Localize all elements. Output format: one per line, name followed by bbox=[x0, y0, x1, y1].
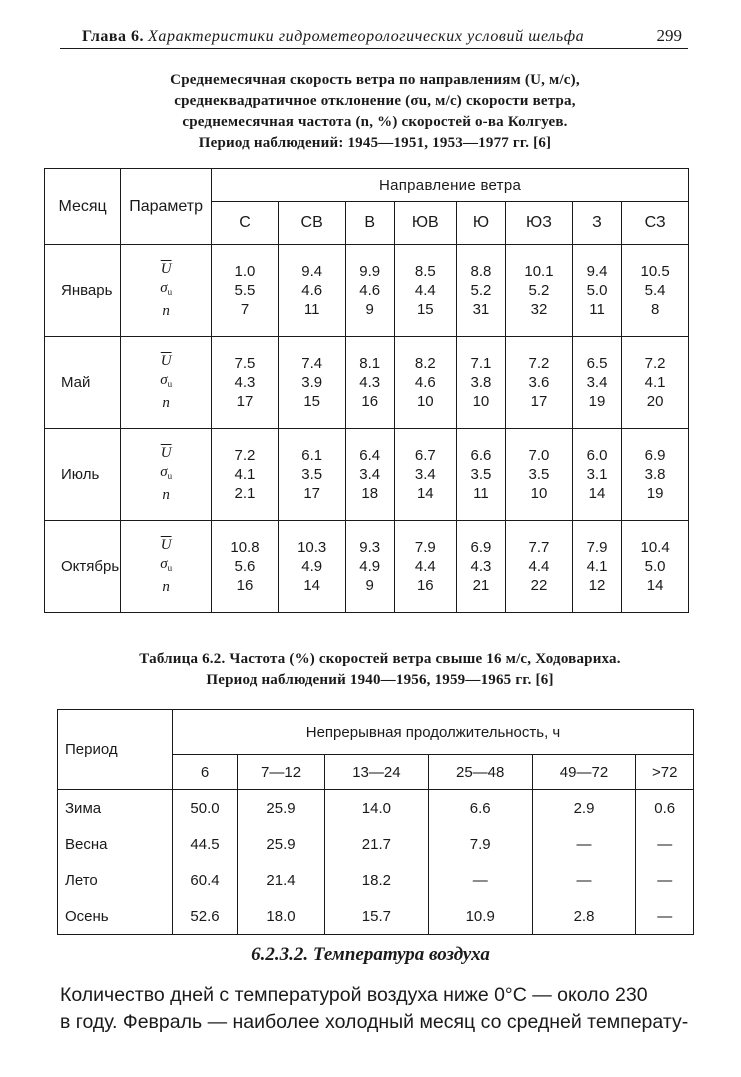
month-cell: Июль bbox=[45, 429, 121, 521]
param-cell bbox=[121, 337, 212, 429]
value-cell bbox=[278, 429, 345, 521]
value-cell: 52.6 bbox=[173, 898, 238, 935]
wind-speed-table bbox=[44, 168, 689, 613]
value-sigma: 4.4 bbox=[414, 558, 436, 575]
chapter-title: Характеристики гидрометеорологических условий шельфа bbox=[148, 28, 585, 45]
table-row bbox=[45, 521, 689, 613]
value-cell: — bbox=[636, 862, 694, 898]
value-n: 17 bbox=[530, 393, 548, 410]
param-n: n bbox=[162, 303, 170, 319]
value-sigma: 3.4 bbox=[586, 374, 608, 391]
param-u: $\overline{U}$ bbox=[160, 537, 172, 553]
value-sigma: 4.6 bbox=[414, 374, 436, 391]
value-n: 22 bbox=[530, 577, 548, 594]
duration-group-header: Непрерывная продолжительность, ч bbox=[173, 710, 694, 755]
value-u: 7.9 bbox=[586, 539, 608, 556]
param-sigma-symbol: σ bbox=[160, 556, 168, 572]
direction-header: СЗ bbox=[622, 202, 689, 245]
value-sigma: 3.9 bbox=[301, 374, 323, 391]
value-n: 20 bbox=[646, 393, 664, 410]
direction-header: ЮЗ bbox=[506, 202, 573, 245]
value-cell bbox=[622, 521, 689, 613]
value-cell bbox=[345, 245, 394, 337]
duration-header: 7—12 bbox=[238, 755, 325, 790]
value-n: 17 bbox=[303, 485, 321, 502]
col-month-header: Месяц bbox=[45, 169, 121, 245]
duration-header: 49—72 bbox=[532, 755, 636, 790]
page-number: 299 bbox=[656, 26, 682, 45]
value-n: 14 bbox=[416, 485, 434, 502]
value-u: 10.4 bbox=[640, 539, 670, 556]
value-u: 6.9 bbox=[470, 539, 492, 556]
value-u: 7.7 bbox=[528, 539, 550, 556]
value-u: 6.7 bbox=[414, 447, 436, 464]
value-u: 9.4 bbox=[586, 263, 608, 280]
value-n: 9 bbox=[365, 301, 374, 318]
value-n: 7 bbox=[240, 301, 250, 318]
duration-header: >72 bbox=[636, 755, 694, 790]
period-cell: Лето bbox=[58, 862, 173, 898]
value-cell: 18.0 bbox=[238, 898, 325, 935]
value-u: 7.0 bbox=[528, 447, 550, 464]
body-paragraph bbox=[60, 982, 700, 1036]
param-sigma-symbol: σ bbox=[160, 280, 168, 296]
value-sigma: 4.6 bbox=[301, 282, 323, 299]
value-cell: 44.5 bbox=[173, 826, 238, 862]
table1-caption-line: среднемесячная частота (n, %) скоростей о-ва Колгуев. bbox=[182, 114, 568, 130]
period-cell: Зима bbox=[58, 790, 173, 827]
value-cell bbox=[622, 429, 689, 521]
value-sigma: 5.4 bbox=[644, 282, 666, 299]
value-sigma: 5.2 bbox=[470, 282, 492, 299]
value-sigma: 3.6 bbox=[528, 374, 550, 391]
value-sigma: 3.5 bbox=[470, 466, 492, 483]
value-n: 17 bbox=[236, 393, 254, 410]
table-row bbox=[58, 898, 694, 935]
value-n: 15 bbox=[416, 301, 434, 318]
wind-direction-header: Направление ветра bbox=[212, 169, 689, 202]
value-cell: 7.9 bbox=[428, 826, 532, 862]
value-u: 9.4 bbox=[301, 263, 323, 280]
value-n: 9 bbox=[365, 577, 374, 594]
value-cell bbox=[345, 521, 394, 613]
value-cell bbox=[212, 337, 279, 429]
param-sigma bbox=[122, 371, 210, 394]
table-row bbox=[58, 826, 694, 862]
value-cell bbox=[456, 337, 505, 429]
value-cell bbox=[506, 521, 573, 613]
value-u: 1.0 bbox=[234, 263, 256, 280]
value-u: 9.9 bbox=[359, 263, 381, 280]
table2-caption bbox=[50, 649, 710, 691]
value-n: 31 bbox=[472, 301, 490, 318]
value-sigma: 4.4 bbox=[528, 558, 550, 575]
value-cell bbox=[622, 337, 689, 429]
direction-header: Ю bbox=[456, 202, 505, 245]
table-row bbox=[45, 337, 689, 429]
direction-header: З bbox=[572, 202, 621, 245]
value-cell bbox=[572, 337, 621, 429]
value-sigma: 3.5 bbox=[301, 466, 323, 483]
period-cell: Осень bbox=[58, 898, 173, 935]
value-sigma: 4.9 bbox=[359, 558, 381, 575]
param-sigma-symbol: σ bbox=[160, 464, 168, 480]
wind-frequency-table bbox=[57, 709, 694, 935]
value-n: 10 bbox=[530, 485, 548, 502]
period-cell: Весна bbox=[58, 826, 173, 862]
value-u: 6.0 bbox=[586, 447, 608, 464]
value-cell: 2.8 bbox=[532, 898, 636, 935]
value-n: 2.1 bbox=[234, 485, 256, 502]
value-sigma: 4.6 bbox=[359, 282, 381, 299]
value-u: 10.1 bbox=[524, 263, 554, 280]
param-n: n bbox=[162, 579, 170, 595]
value-sigma: 4.3 bbox=[234, 374, 256, 391]
value-n: 15 bbox=[303, 393, 321, 410]
value-u: 10.8 bbox=[230, 539, 260, 556]
value-cell: 21.7 bbox=[325, 826, 429, 862]
table-row bbox=[45, 429, 689, 521]
value-n: 14 bbox=[646, 577, 664, 594]
value-cell: — bbox=[532, 862, 636, 898]
value-sigma: 5.0 bbox=[586, 282, 608, 299]
table2-caption-line: Период наблюдений 1940—1956, 1959—1965 гг. [6] bbox=[206, 672, 554, 688]
value-cell bbox=[506, 429, 573, 521]
param-n: n bbox=[162, 487, 170, 503]
value-cell: — bbox=[636, 898, 694, 935]
value-cell bbox=[212, 245, 279, 337]
value-n: 21 bbox=[472, 577, 490, 594]
table-row bbox=[58, 862, 694, 898]
value-cell bbox=[212, 521, 279, 613]
month-cell: Май bbox=[45, 337, 121, 429]
value-cell: 15.7 bbox=[325, 898, 429, 935]
param-sigma bbox=[122, 279, 210, 302]
param-u: $\overline{U}$ bbox=[160, 445, 172, 461]
direction-header: В bbox=[345, 202, 394, 245]
paragraph-line: Количество дней с температурой воздуха ниже 0°С — около 230 bbox=[60, 984, 648, 1006]
value-n: 12 bbox=[588, 577, 606, 594]
value-u: 7.5 bbox=[234, 355, 256, 372]
month-cell: Октябрь bbox=[45, 521, 121, 613]
value-sigma: 3.8 bbox=[644, 466, 666, 483]
value-u: 8.1 bbox=[359, 355, 381, 372]
value-u: 8.8 bbox=[470, 263, 492, 280]
direction-header: С bbox=[212, 202, 279, 245]
param-sigma bbox=[122, 555, 210, 578]
value-cell: 6.6 bbox=[428, 790, 532, 827]
value-cell bbox=[456, 429, 505, 521]
value-n: 8 bbox=[650, 301, 660, 318]
value-u: 6.9 bbox=[644, 447, 666, 464]
value-cell: — bbox=[636, 826, 694, 862]
table2-caption-line: Таблица 6.2. Частота (%) скоростей ветра свыше 16 м/с, Ходовариха. bbox=[139, 651, 621, 667]
value-n: 14 bbox=[588, 485, 606, 502]
value-n: 14 bbox=[303, 577, 321, 594]
value-cell: 25.9 bbox=[238, 790, 325, 827]
value-cell bbox=[572, 521, 621, 613]
value-cell: 18.2 bbox=[325, 862, 429, 898]
table-row bbox=[45, 245, 689, 337]
value-u: 9.3 bbox=[359, 539, 381, 556]
value-n: 16 bbox=[416, 577, 434, 594]
col-period-header: Период bbox=[58, 710, 173, 790]
table1-caption-line: Период наблюдений: 1945—1951, 1953—1977 гг. [6] bbox=[198, 135, 552, 151]
param-sigma-symbol: σ bbox=[160, 372, 168, 388]
value-n: 16 bbox=[361, 393, 379, 410]
value-cell bbox=[394, 429, 456, 521]
value-u: 6.4 bbox=[359, 447, 381, 464]
value-cell bbox=[456, 521, 505, 613]
value-cell bbox=[572, 245, 621, 337]
month-cell: Январь bbox=[45, 245, 121, 337]
param-n: n bbox=[162, 395, 170, 411]
param-sigma-subscript: u bbox=[167, 563, 173, 573]
value-sigma: 3.4 bbox=[414, 466, 436, 483]
value-u: 10.3 bbox=[297, 539, 327, 556]
value-u: 7.2 bbox=[234, 447, 256, 464]
value-sigma: 4.1 bbox=[644, 374, 666, 391]
value-cell: 21.4 bbox=[238, 862, 325, 898]
value-cell: — bbox=[532, 826, 636, 862]
value-u: 6.1 bbox=[301, 447, 323, 464]
value-cell bbox=[345, 337, 394, 429]
value-sigma: 5.2 bbox=[528, 282, 550, 299]
table1-caption-line: среднеквадратичное отклонение (σu, м/с) скорости ветра, bbox=[174, 93, 576, 109]
value-sigma: 4.1 bbox=[586, 558, 608, 575]
value-cell: 14.0 bbox=[325, 790, 429, 827]
value-n: 18 bbox=[361, 485, 379, 502]
value-cell bbox=[345, 429, 394, 521]
value-n: 16 bbox=[236, 577, 254, 594]
value-cell bbox=[212, 429, 279, 521]
value-n: 10 bbox=[472, 393, 490, 410]
running-header bbox=[60, 22, 688, 49]
value-cell bbox=[394, 245, 456, 337]
chapter-label: Глава 6. bbox=[82, 28, 144, 45]
value-sigma: 3.1 bbox=[586, 466, 608, 483]
value-cell: 0.6 bbox=[636, 790, 694, 827]
value-u: 8.5 bbox=[414, 263, 436, 280]
duration-header: 6 bbox=[173, 755, 238, 790]
param-u: $\overline{U}$ bbox=[160, 353, 172, 369]
value-u: 7.4 bbox=[301, 355, 323, 372]
value-sigma: 3.5 bbox=[528, 466, 550, 483]
table-row bbox=[58, 790, 694, 827]
value-sigma: 5.0 bbox=[644, 558, 666, 575]
value-cell: 25.9 bbox=[238, 826, 325, 862]
param-sigma-subscript: u bbox=[167, 379, 173, 389]
value-cell bbox=[572, 429, 621, 521]
value-n: 11 bbox=[473, 485, 489, 502]
value-cell bbox=[278, 337, 345, 429]
value-sigma: 3.4 bbox=[359, 466, 381, 483]
value-n: 11 bbox=[303, 301, 320, 318]
value-sigma: 4.9 bbox=[301, 558, 323, 575]
value-n: 19 bbox=[588, 393, 606, 410]
value-cell bbox=[394, 521, 456, 613]
value-u: 8.2 bbox=[414, 355, 436, 372]
value-cell bbox=[278, 245, 345, 337]
value-n: 10 bbox=[416, 393, 434, 410]
value-cell: 60.4 bbox=[173, 862, 238, 898]
value-sigma: 4.4 bbox=[414, 282, 436, 299]
value-cell bbox=[622, 245, 689, 337]
value-sigma: 5.5 bbox=[234, 282, 256, 299]
chapter-heading bbox=[82, 28, 584, 46]
direction-header: СВ bbox=[278, 202, 345, 245]
value-n: 32 bbox=[530, 301, 548, 318]
value-sigma: 4.3 bbox=[470, 558, 492, 575]
value-cell bbox=[394, 337, 456, 429]
value-cell bbox=[506, 337, 573, 429]
value-u: 6.5 bbox=[586, 355, 608, 372]
value-sigma: 5.6 bbox=[234, 558, 256, 575]
value-u: 6.6 bbox=[470, 447, 492, 464]
value-sigma: 4.1 bbox=[234, 466, 256, 483]
value-u: 7.2 bbox=[528, 355, 550, 372]
value-sigma: 4.3 bbox=[359, 374, 381, 391]
value-n: 19 bbox=[646, 485, 664, 502]
value-cell: 50.0 bbox=[173, 790, 238, 827]
value-cell bbox=[456, 245, 505, 337]
param-u: $\overline{U}$ bbox=[160, 261, 172, 277]
param-cell bbox=[121, 429, 212, 521]
param-cell bbox=[121, 245, 212, 337]
value-cell bbox=[278, 521, 345, 613]
param-sigma bbox=[122, 463, 210, 486]
value-u: 10.5 bbox=[640, 263, 670, 280]
direction-header: ЮВ bbox=[394, 202, 456, 245]
value-u: 7.2 bbox=[644, 355, 666, 372]
value-cell: 2.9 bbox=[532, 790, 636, 827]
paragraph-line: в году. Февраль — наиболее холодный месяц со средней температу- bbox=[60, 1011, 689, 1033]
section-title: 6.2.3.2. Температура воздуха bbox=[251, 944, 490, 965]
table1-caption bbox=[50, 70, 700, 154]
param-cell bbox=[121, 521, 212, 613]
value-u: 7.1 bbox=[470, 355, 492, 372]
duration-header: 13—24 bbox=[325, 755, 429, 790]
value-cell: — bbox=[428, 862, 532, 898]
param-sigma-subscript: u bbox=[167, 471, 173, 481]
value-u: 7.9 bbox=[414, 539, 436, 556]
value-n: 11 bbox=[589, 301, 605, 318]
value-cell bbox=[506, 245, 573, 337]
col-param-header: Параметр bbox=[121, 169, 212, 245]
param-sigma-subscript: u bbox=[167, 287, 173, 297]
value-sigma: 3.8 bbox=[470, 374, 492, 391]
table1-caption-line: Среднемесячная скорость ветра по направлениям (U, м/с), bbox=[170, 72, 580, 88]
value-cell: 10.9 bbox=[428, 898, 532, 935]
duration-header: 25—48 bbox=[428, 755, 532, 790]
